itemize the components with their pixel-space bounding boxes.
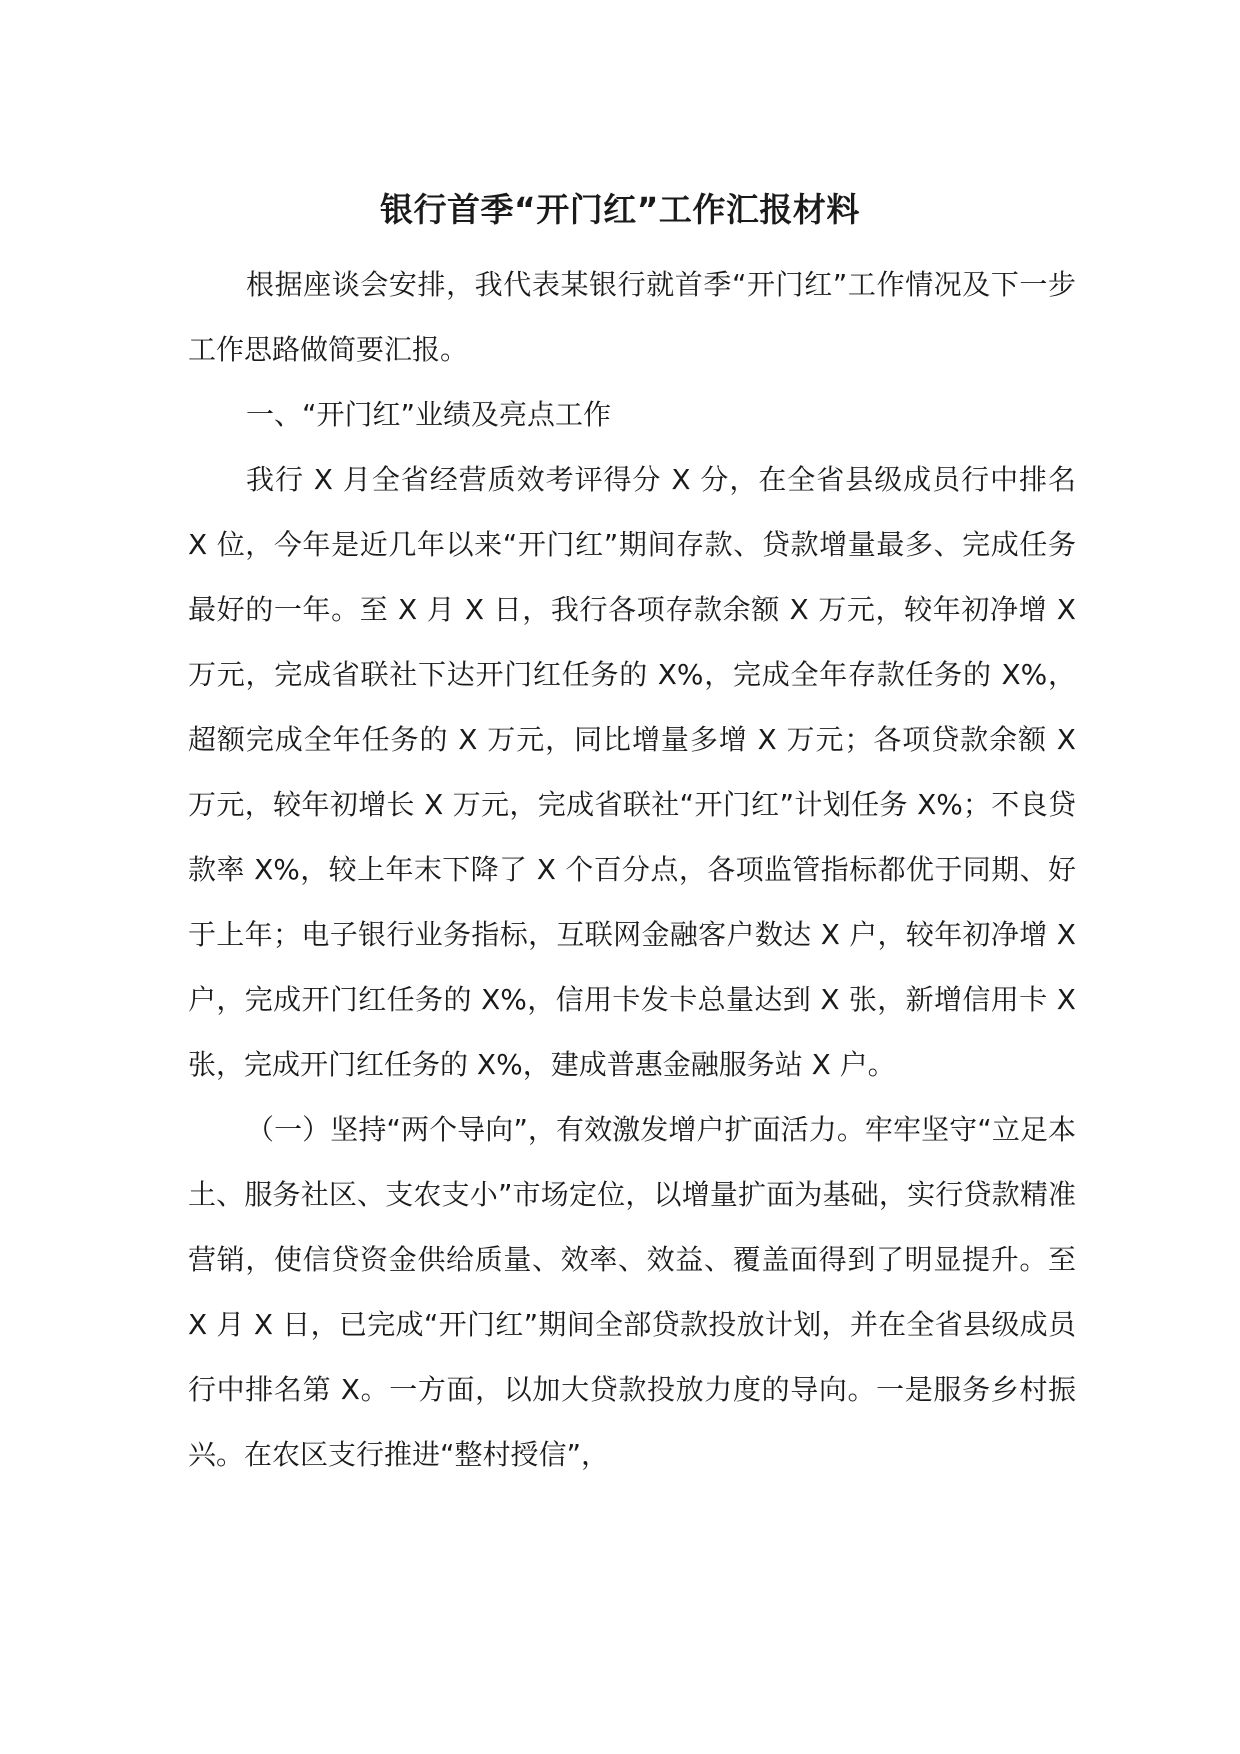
paragraph-subsection-one: （一）坚持“两个导向”，有效激发增户扩面活力。牢牢坚守“立足本土、服务社区、支农支小”市场定位，以增量扩面为基础，实行贷款精准营销，使信贷资金供给质量、效率、效益、覆盖面得到了明显提升。至 X 月 X 日，已完成“开门红”期间全部贷款投放计划，并在全省县级成员行中排名第 X。一方面，以加大贷款投放力度的导向。一是服务乡村振兴。在农区支行推进“整村授信”， (188, 1113, 1076, 1471)
paragraph-performance: 我行 X 月全省经营质效考评得分 X 分，在全省县级成员行中排名 X 位，今年是近几年以来“开门红”期间存款、贷款增量最多、完成任务最好的一年。至 X 月 X 日，我行各项存款余额 X 万元，较年初净增 X 万元，完成省联社下达开门红任务的 X%，完成全年存款任务的 X%，超额完成全年任务的 X 万元，同比增量多增 X 万元；各项贷款余额 X 万元，较年初增长 X 万元，完成省联社“开门红”计划任务 X%；不良贷款率 X%，较上年末下降了 X 个百分点，各项监管指标都优于同期、好于上年；电子银行业务指标，互联网金融客户数达 X 户，较年初净增 X 户，完成开门红任务的 X%，信用卡发卡总量达到 X 张，新增信用卡 X 张，完成开门红任务的 X%，建成普惠金融服务站 X 户。 (188, 463, 1076, 1081)
document-body (188, 252, 1076, 1487)
paragraph-intro: 根据座谈会安排，我代表某银行就首季“开门红”工作情况及下一步工作思路做简要汇报。 (188, 268, 1076, 366)
section-heading: 一、“开门红”业绩及亮点工作 (246, 398, 612, 431)
document-title: 银行首季“开门红”工作汇报材料 (380, 190, 860, 229)
